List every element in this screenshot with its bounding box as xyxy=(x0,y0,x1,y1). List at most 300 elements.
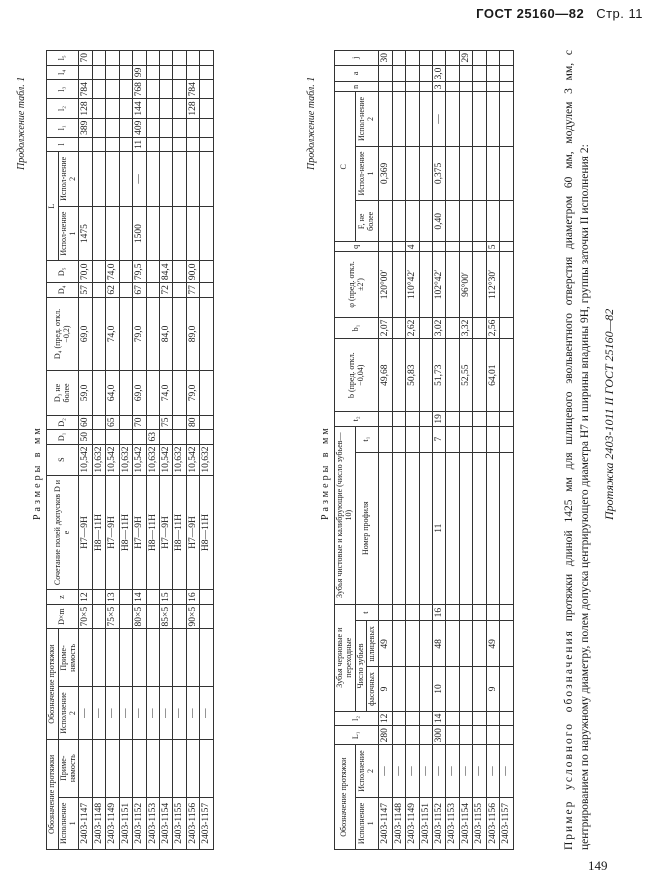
cell-c2 xyxy=(500,92,513,147)
col-l4: l₄ xyxy=(47,65,79,80)
cell-sp xyxy=(406,621,419,667)
cell-L1: 1500 xyxy=(133,206,146,261)
col2-t: t xyxy=(355,604,379,621)
cell-prof xyxy=(392,452,405,604)
page-label: Стр. 11 xyxy=(596,6,643,21)
cell-id2: — xyxy=(392,745,405,797)
cell-L1 xyxy=(146,206,159,261)
col-L-exec2: Испол-нение 2 xyxy=(58,151,79,206)
cell-ch: 10 xyxy=(432,667,445,711)
cell-id2: — xyxy=(133,687,146,739)
cell-prof xyxy=(446,452,459,604)
table-row xyxy=(459,51,472,850)
cell-j xyxy=(432,51,445,66)
cell-t2 xyxy=(379,412,392,427)
col-designation: Обозначение протяжки xyxy=(47,739,59,849)
cell-l4 xyxy=(160,65,173,80)
cell-q xyxy=(392,242,405,252)
cell-b: 64,01 xyxy=(486,339,499,412)
page-number: 149 xyxy=(588,858,608,873)
cell-d6: 74,0 xyxy=(106,261,119,283)
table-row xyxy=(79,51,92,850)
cell-dxm: 90×5 xyxy=(186,604,199,629)
cell-l xyxy=(92,137,105,151)
col2-finishing: Зубья чистовые и калибрующие (число зубьев—10) xyxy=(335,426,356,604)
cell-d5: 62 xyxy=(106,283,119,298)
cell-t xyxy=(392,604,405,621)
cell-b1 xyxy=(473,317,486,339)
cell-t2 xyxy=(419,412,432,427)
cell-j xyxy=(486,51,499,66)
cell-d4: 89,0 xyxy=(186,297,199,371)
cell-l4 xyxy=(92,65,105,80)
cell-c2: — xyxy=(432,92,445,147)
cell-a xyxy=(392,65,405,82)
col2-designation: Обозначение протяжки xyxy=(335,745,356,850)
cell-d6: 90,0 xyxy=(186,261,199,283)
cell-n xyxy=(473,82,486,92)
cell-L1 xyxy=(473,726,486,745)
col2-spline: шлицевых xyxy=(367,621,379,667)
cell-l1 xyxy=(146,118,159,137)
cell-d5 xyxy=(200,283,213,298)
cell-d2 xyxy=(200,415,213,430)
cell-l1 xyxy=(200,118,213,137)
col-l1: l₁ xyxy=(47,118,79,137)
cell-ang xyxy=(392,252,405,317)
cell-z xyxy=(92,590,105,605)
standard-number: ГОСТ 25160—82 xyxy=(476,6,585,21)
cell-l xyxy=(160,137,173,151)
dimensions-table-1 xyxy=(46,50,214,850)
cell-fit: H8—11H xyxy=(146,475,159,590)
cell-q xyxy=(473,242,486,252)
cell-a2 xyxy=(92,629,105,687)
cell-l3: 784 xyxy=(79,80,92,99)
cell-a1 xyxy=(79,739,92,797)
cell-n xyxy=(500,82,513,92)
cell-b1: 3,02 xyxy=(432,317,445,339)
cell-id2: — xyxy=(173,687,186,739)
cell-b1 xyxy=(392,317,405,339)
cell-c2 xyxy=(459,92,472,147)
cell-id: 2403-1151 xyxy=(119,797,132,849)
cell-t2 xyxy=(486,412,499,427)
cell-F xyxy=(406,201,419,242)
cell-c2 xyxy=(406,92,419,147)
cell-id2: — xyxy=(379,745,392,797)
cell-ang: 110°42′ xyxy=(406,252,419,317)
cell-t xyxy=(486,604,499,621)
cell-s: 10,542 xyxy=(160,444,173,475)
col-d6: D₅ xyxy=(47,261,79,283)
cell-id2: — xyxy=(459,745,472,797)
continuation-label-1: Продолжение табл. 1 xyxy=(16,76,27,170)
cell-fit: H7—9H xyxy=(133,475,146,590)
cell-id2: — xyxy=(119,687,132,739)
cell-l1 xyxy=(173,118,186,137)
cell-d3: 59,0 xyxy=(79,371,92,415)
cell-dxm xyxy=(92,604,105,629)
cell-j xyxy=(392,51,405,66)
cell-l3 xyxy=(200,80,213,99)
cell-fit: H8—11H xyxy=(173,475,186,590)
cell-s: 10,542 xyxy=(106,444,119,475)
cell-L2 xyxy=(79,151,92,206)
cell-d1 xyxy=(92,430,105,445)
cell-q xyxy=(419,242,432,252)
cell-a1 xyxy=(160,739,173,797)
cell-t xyxy=(446,604,459,621)
units-caption-1: Размеры в мм xyxy=(32,425,43,520)
cell-L1 xyxy=(200,206,213,261)
cell-L2: — xyxy=(133,151,146,206)
cell-ch xyxy=(392,667,405,711)
cell-l2 xyxy=(160,99,173,118)
cell-b xyxy=(446,339,459,412)
col2-j: j xyxy=(335,51,379,66)
cell-ang xyxy=(500,252,513,317)
cell-a xyxy=(379,65,392,82)
cell-t2 xyxy=(392,412,405,427)
table-row xyxy=(473,51,486,850)
table-row xyxy=(119,51,132,850)
col-d3: D₃ не более xyxy=(47,371,79,415)
cell-id: 2403-1147 xyxy=(79,797,92,849)
cell-t2 xyxy=(459,412,472,427)
col-exec2: Исполнение 2 xyxy=(58,687,79,739)
cell-q xyxy=(379,242,392,252)
cell-l xyxy=(119,137,132,151)
cell-a1 xyxy=(186,739,199,797)
cell-d3: 64,0 xyxy=(106,371,119,415)
cell-n xyxy=(419,82,432,92)
cell-t1 xyxy=(459,426,472,452)
cell-d4: 74,0 xyxy=(106,297,119,371)
cell-s: 10,632 xyxy=(200,444,213,475)
cell-c1 xyxy=(446,146,459,201)
cell-l5 xyxy=(146,51,159,66)
cell-l2 xyxy=(92,99,105,118)
cell-a2 xyxy=(200,629,213,687)
col-d4: D₄ (пред. откл. −0,2) xyxy=(47,297,79,371)
cell-fit: H7—9H xyxy=(186,475,199,590)
cell-d5: 57 xyxy=(79,283,92,298)
cell-z xyxy=(119,590,132,605)
cell-l2 xyxy=(419,711,432,726)
cell-s: 10,632 xyxy=(146,444,159,475)
cell-id2: — xyxy=(500,745,513,797)
cell-t1: 7 xyxy=(432,426,445,452)
cell-c2 xyxy=(379,92,392,147)
cell-d4 xyxy=(200,297,213,371)
table-row xyxy=(379,51,392,850)
table-row xyxy=(133,51,146,850)
cell-F xyxy=(392,201,405,242)
cell-d2 xyxy=(173,415,186,430)
cell-t xyxy=(473,604,486,621)
cell-l1 xyxy=(106,118,119,137)
cell-d6 xyxy=(200,261,213,283)
cell-prof: 11 xyxy=(432,452,445,604)
col-exec1: Исполнение 1 xyxy=(58,797,79,849)
cell-b1 xyxy=(500,317,513,339)
example-paragraph xyxy=(562,50,593,850)
cell-b: 52,55 xyxy=(459,339,472,412)
cell-b1 xyxy=(419,317,432,339)
cell-l xyxy=(200,137,213,151)
cell-L1 xyxy=(173,206,186,261)
cell-l xyxy=(173,137,186,151)
cell-j xyxy=(473,51,486,66)
cell-d3 xyxy=(173,371,186,415)
cell-id: 2403-1148 xyxy=(392,797,405,849)
cell-l2: 12 xyxy=(379,711,392,726)
cell-id: 2403-1152 xyxy=(432,797,445,849)
cell-ch xyxy=(419,667,432,711)
col-z: z xyxy=(47,590,79,605)
table-row xyxy=(186,51,199,850)
cell-sp xyxy=(392,621,405,667)
cell-a2 xyxy=(160,629,173,687)
col-applic2: Приме-нямость xyxy=(58,629,79,687)
table-row xyxy=(500,51,513,850)
cell-z xyxy=(146,590,159,605)
cell-sp xyxy=(473,621,486,667)
cell-id: 2403-1154 xyxy=(459,797,472,849)
cell-ch xyxy=(406,667,419,711)
cell-dxm: 80×5 xyxy=(133,604,146,629)
cell-l5 xyxy=(119,51,132,66)
page-header xyxy=(476,6,643,21)
cell-L1 xyxy=(92,206,105,261)
cell-t1 xyxy=(379,426,392,452)
cell-id2: — xyxy=(186,687,199,739)
cell-a1 xyxy=(106,739,119,797)
cell-id: 2403-1149 xyxy=(406,797,419,849)
cell-b xyxy=(419,339,432,412)
cell-l2 xyxy=(119,99,132,118)
cell-F xyxy=(379,201,392,242)
cell-d5 xyxy=(92,283,105,298)
cell-c1 xyxy=(473,146,486,201)
cell-l4 xyxy=(186,65,199,80)
cell-n xyxy=(392,82,405,92)
cell-j xyxy=(419,51,432,66)
cell-q xyxy=(432,242,445,252)
cell-l2: 14 xyxy=(432,711,445,726)
table-row xyxy=(200,51,213,850)
table-row xyxy=(146,51,159,850)
cell-d1 xyxy=(173,430,186,445)
cell-F: 0,40 xyxy=(432,201,445,242)
cell-l5 xyxy=(173,51,186,66)
cell-t1 xyxy=(446,426,459,452)
cell-prof xyxy=(406,452,419,604)
cell-id: 2403-1148 xyxy=(92,797,105,849)
cell-l1 xyxy=(160,118,173,137)
cell-s: 10,542 xyxy=(186,444,199,475)
cell-b1: 2,07 xyxy=(379,317,392,339)
cell-id: 2403-1151 xyxy=(419,797,432,849)
cell-j xyxy=(406,51,419,66)
cell-l4 xyxy=(146,65,159,80)
cell-l5 xyxy=(200,51,213,66)
cell-L1: 280 xyxy=(379,726,392,745)
cell-a1 xyxy=(133,739,146,797)
table-row xyxy=(432,51,445,850)
cell-id: 2403-1155 xyxy=(473,797,486,849)
cell-prof xyxy=(419,452,432,604)
col2-t2: t₂ xyxy=(335,412,379,427)
cell-c1 xyxy=(392,146,405,201)
cell-ch: 9 xyxy=(379,667,392,711)
dimensions-table-2 xyxy=(334,50,514,850)
cell-L2 xyxy=(146,151,159,206)
cell-L1 xyxy=(119,206,132,261)
cell-j xyxy=(446,51,459,66)
cell-c1 xyxy=(459,146,472,201)
cell-q xyxy=(459,242,472,252)
cell-id2: — xyxy=(160,687,173,739)
cell-L1 xyxy=(160,206,173,261)
cell-t1 xyxy=(419,426,432,452)
col-d5: D₄ xyxy=(47,283,79,298)
cell-l xyxy=(146,137,159,151)
cell-dxm xyxy=(146,604,159,629)
cell-prof xyxy=(486,452,499,604)
cell-c1 xyxy=(419,146,432,201)
cell-c1 xyxy=(500,146,513,201)
cell-d4 xyxy=(146,297,159,371)
cell-n xyxy=(379,82,392,92)
cell-l1: 409 xyxy=(133,118,146,137)
cell-id: 2403-1152 xyxy=(133,797,146,849)
cell-b: 50,83 xyxy=(406,339,419,412)
cell-c2 xyxy=(392,92,405,147)
cell-id2: — xyxy=(106,687,119,739)
cell-l3 xyxy=(173,80,186,99)
cell-id2: — xyxy=(432,745,445,797)
cell-id: 2403-1157 xyxy=(500,797,513,849)
cell-prof xyxy=(473,452,486,604)
cell-l3 xyxy=(160,80,173,99)
cell-id: 2403-1147 xyxy=(379,797,392,849)
cell-a1 xyxy=(173,739,186,797)
cell-dxm: 75×5 xyxy=(106,604,119,629)
cell-l2: 128 xyxy=(186,99,199,118)
cell-sp xyxy=(419,621,432,667)
cell-d4 xyxy=(173,297,186,371)
cell-s: 10,632 xyxy=(119,444,132,475)
cell-d3 xyxy=(119,371,132,415)
cell-d1 xyxy=(186,430,199,445)
cell-c2 xyxy=(419,92,432,147)
cell-F xyxy=(473,201,486,242)
cell-d6: 70,0 xyxy=(79,261,92,283)
cell-d3 xyxy=(92,371,105,415)
table-row xyxy=(173,51,186,850)
cell-L2 xyxy=(106,151,119,206)
cell-L1: 300 xyxy=(432,726,445,745)
cell-c1 xyxy=(486,146,499,201)
cell-d1 xyxy=(106,430,119,445)
cell-t xyxy=(379,604,392,621)
cell-d2: 70 xyxy=(133,415,146,430)
cell-id2: — xyxy=(146,687,159,739)
cell-L1 xyxy=(486,726,499,745)
cell-fit: H7—9H xyxy=(106,475,119,590)
cell-dxm: 70×5 xyxy=(79,604,92,629)
cell-t xyxy=(419,604,432,621)
col-L: L xyxy=(47,151,59,260)
col2-chamfer: фасочных xyxy=(367,667,379,711)
cell-l2 xyxy=(392,711,405,726)
col2-L1: L₁ xyxy=(335,726,379,745)
cell-l2 xyxy=(459,711,472,726)
example-designation: Протяжка 2403-1011 II ГОСТ 25160—82 xyxy=(602,308,616,520)
cell-fit: H7—9H xyxy=(79,475,92,590)
cell-c2 xyxy=(446,92,459,147)
cell-id: 2403-1155 xyxy=(173,797,186,849)
cell-a xyxy=(459,65,472,82)
cell-l xyxy=(106,137,119,151)
cell-l1 xyxy=(186,118,199,137)
cell-n xyxy=(446,82,459,92)
cell-z: 12 xyxy=(79,590,92,605)
cell-l2 xyxy=(106,99,119,118)
example-lead: Пример условного обозначения xyxy=(563,629,575,850)
cell-l3: 768 xyxy=(133,80,146,99)
cell-L2 xyxy=(200,151,213,206)
cell-d3 xyxy=(146,371,159,415)
cell-s: 10,542 xyxy=(79,444,92,475)
cell-a1 xyxy=(200,739,213,797)
table-row xyxy=(160,51,173,850)
cell-l4 xyxy=(79,65,92,80)
cell-n xyxy=(486,82,499,92)
cell-F xyxy=(419,201,432,242)
cell-ang: 96°00′ xyxy=(459,252,472,317)
table-row xyxy=(392,51,405,850)
cell-id: 2403-1153 xyxy=(446,797,459,849)
cell-d5 xyxy=(173,283,186,298)
cell-l2 xyxy=(473,711,486,726)
col2-n: n xyxy=(335,82,379,92)
cell-L1 xyxy=(392,726,405,745)
cell-b1: 2,56 xyxy=(486,317,499,339)
col-dxm: D×m xyxy=(47,604,79,629)
cell-d2: 75 xyxy=(160,415,173,430)
cell-s: 10,542 xyxy=(133,444,146,475)
cell-z: 15 xyxy=(160,590,173,605)
cell-L1: 1475 xyxy=(79,206,92,261)
cell-d1 xyxy=(119,430,132,445)
cell-l2: 144 xyxy=(133,99,146,118)
cell-a: 3,0 xyxy=(432,65,445,82)
cell-sp: 49 xyxy=(379,621,392,667)
col-l3: l₃ xyxy=(47,80,79,99)
cell-ch xyxy=(459,667,472,711)
cell-q: 4 xyxy=(406,242,419,252)
cell-a2 xyxy=(133,629,146,687)
cell-ang xyxy=(446,252,459,317)
cell-d1 xyxy=(160,430,173,445)
cell-l4 xyxy=(173,65,186,80)
cell-L1 xyxy=(500,726,513,745)
cell-a1 xyxy=(92,739,105,797)
cell-n xyxy=(406,82,419,92)
